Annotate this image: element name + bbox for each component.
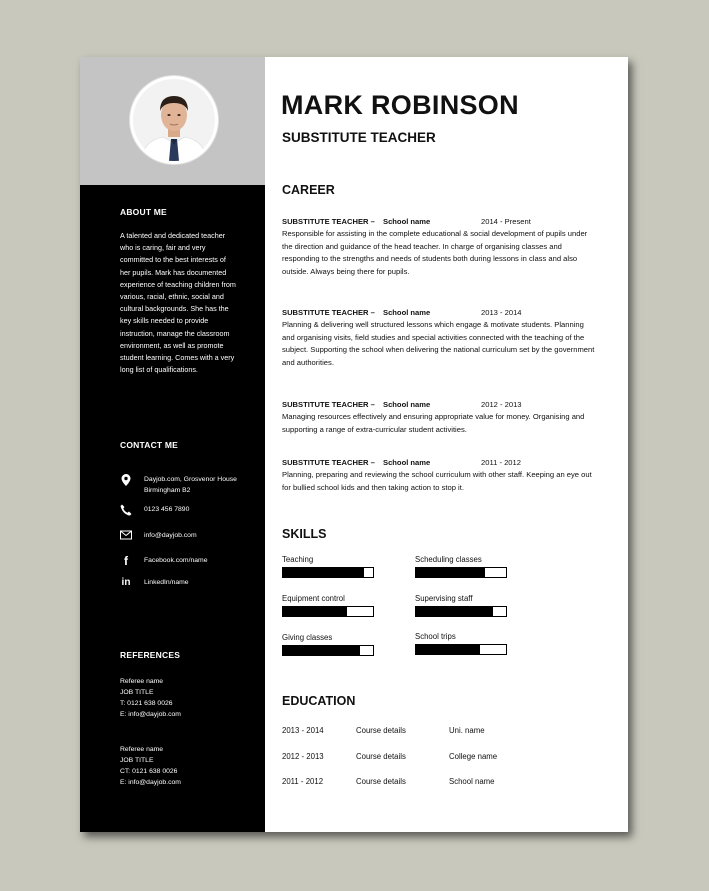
skill-label: Supervising staff [415,594,473,603]
edu-details: Course details [356,726,406,735]
envelope-icon [120,530,132,542]
skill-bar [415,644,507,655]
skill-bar-fill [416,607,493,616]
career-entry [282,399,597,436]
contact-address [120,474,250,498]
facebook-icon: f [124,554,128,568]
contact-phone [120,504,250,528]
edu-school: Uni. name [449,726,485,735]
job-title: SUBSTITUTE TEACHER – [282,217,375,226]
reference-2 [120,744,181,788]
contact-facebook [120,555,250,579]
job-title: SUBSTITUTE TEACHER – [282,400,375,409]
job-company: School name [383,308,431,317]
referee-phone: T: 0121 638 0026 [120,700,173,707]
education-row [282,777,582,789]
referee-phone: CT: 0121 638 0026 [120,768,178,775]
career-heading: CAREER [282,183,335,197]
job-company: School name [383,458,431,467]
contact-email [120,530,250,554]
candidate-name: MARK ROBINSON [281,90,519,120]
edu-years: 2011 - 2012 [282,777,324,786]
job-company: School name [383,400,431,409]
job-title: SUBSTITUTE TEACHER – [282,308,375,317]
main-content [265,57,628,832]
job-dates: 2011 - 2012 [481,458,521,467]
referee-name: Referee name [120,678,164,685]
edu-years: 2012 - 2013 [282,752,324,761]
profile-photo [130,76,218,164]
referee-email: E: info@dayjob.com [120,779,181,786]
skill-label: Scheduling classes [415,555,482,564]
skill-bar [282,645,374,656]
skill-item [282,632,402,656]
edu-details: Course details [356,752,406,761]
job-dates: 2014 - Present [481,217,531,226]
job-dates: 2013 - 2014 [481,308,522,317]
job-description: Planning, preparing and reviewing the school curriculum with other staff. Keeping an eye out for bullied school kids and then taking action to stop it. [282,470,592,492]
contact-linkedin [120,577,250,601]
sidebar [80,57,265,832]
resume-page [80,57,628,832]
skill-item [282,554,402,578]
career-entry [282,307,597,369]
skill-label: Teaching [282,555,314,564]
photo-band [80,57,265,185]
edu-years: 2013 - 2014 [282,726,324,735]
skill-label: Giving classes [282,633,333,642]
education-row [282,726,582,738]
education-row [282,752,582,764]
contact-text: LinkedIn/name [144,579,189,586]
skill-bar [282,567,374,578]
contact-text: info@dayjob.com [144,532,197,539]
skill-bar-fill [283,568,364,577]
skill-label: School trips [415,632,456,641]
skill-bar [282,606,374,617]
contact-heading: CONTACT ME [120,440,179,450]
location-pin-icon [120,474,132,486]
skill-item [415,593,535,617]
job-title: SUBSTITUTE TEACHER – [282,458,375,467]
edu-details: Course details [356,777,406,786]
skill-bar-fill [416,645,480,654]
reference-1 [120,676,181,720]
edu-school: School name [449,777,495,786]
career-entry [282,216,597,278]
contact-text: 0123 456 7890 [144,506,190,513]
skill-item [415,554,535,578]
about-heading: ABOUT ME [120,207,167,217]
references-heading: REFERENCES [120,650,181,660]
skill-item [415,631,535,655]
referee-job: JOB TITLE [120,689,154,696]
skill-item [282,593,402,617]
skill-bar [415,606,507,617]
contact-text: Facebook.com/name [144,557,208,564]
phone-icon [120,504,132,516]
about-text: A talented and dedicated teacher who is caring, fair and very committed to the best interests of her pupils. Mark has documented experience of teaching children from various, racial, ethnic, social and cultural backgrounds. She has the key skills needed to provide instruction, manage the classroom environment, as well as promote student learning. Comes with a very long list of qualifications. [120,231,236,375]
skills-heading: SKILLS [282,527,327,541]
skill-bar-fill [283,646,360,655]
contact-text: Dayjob.com, Grosvenor House Birmingham B2 [144,476,237,494]
education-heading: EDUCATION [282,694,356,708]
skill-bar [415,567,507,578]
referee-name: Referee name [120,746,164,753]
job-description: Responsible for assisting in the complete educational & social development of pupils under the direction and guidance of the head teacher. In charge of organising classes and responding to the strengths and needs of students both during lessons in class and also outside. Always being there for pupils. [282,229,588,276]
job-dates: 2012 - 2013 [481,400,522,409]
candidate-title: SUBSTITUTE TEACHER [282,130,436,145]
referee-email: E: info@dayjob.com [120,711,181,718]
career-entry [282,457,597,494]
skill-label: Equipment control [282,594,345,603]
edu-school: College name [449,752,498,761]
skill-bar-fill [283,607,347,616]
skill-bar-fill [416,568,485,577]
job-description: Managing resources effectively and ensuring appropriate value for money. Organising and supporting a range of extra-curricular student activities. [282,412,585,434]
job-description: Planning & delivering well structured lessons which engage & motivate students. Planning and organising visits, field studies and special activities connected with the teaching of the subject. Supporting the school when delivering the national curriculum set by the government and authorities. [282,320,595,367]
referee-job: JOB TITLE [120,757,154,764]
job-company: School name [383,217,431,226]
linkedin-icon: in [121,577,131,588]
